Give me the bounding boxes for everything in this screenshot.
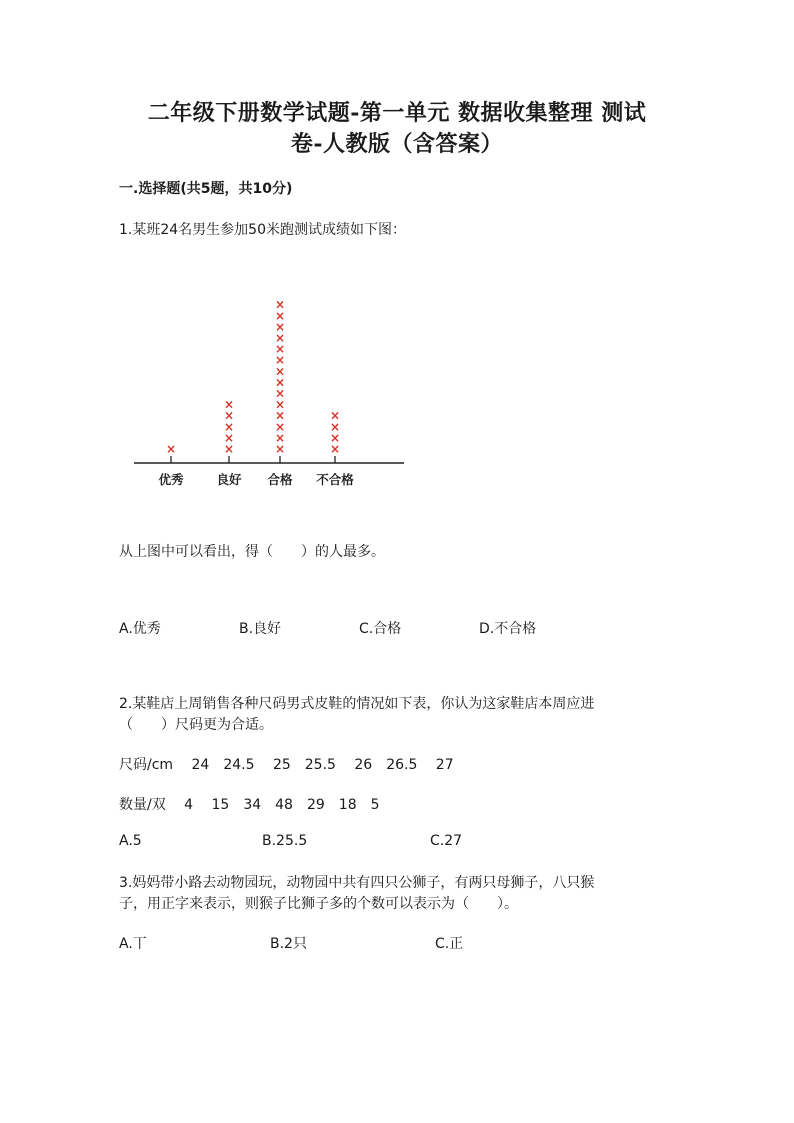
quantity-row: 数量/双 4 15 34 48 29 18 5 <box>119 797 380 813</box>
question-number: 1. <box>119 222 133 238</box>
option-d[interactable]: D.不合格 <box>479 621 537 637</box>
data-mark: × <box>329 442 341 456</box>
data-mark: × <box>274 353 286 368</box>
data-mark: × <box>223 442 235 456</box>
question-1-prompt: 从上图中可以看出，得（ ）的人最多。 <box>119 544 385 560</box>
option-c[interactable]: C.合格 <box>359 621 402 637</box>
line-plot-chart <box>0 0 794 520</box>
option-b[interactable]: B.2只 <box>270 936 307 952</box>
page-title-line-1: 二年级下册数学试题-第一单元 数据收集整理 测试 <box>147 100 647 126</box>
data-mark: × <box>223 430 235 445</box>
question-3-stem-line-2: 子，用正字来表示，则猴子比狮子多的个数可以表示为（ ）。 <box>119 896 518 912</box>
question-stem: 某班24名男生参加50米跑测试成绩如下图： <box>132 222 406 238</box>
data-mark: × <box>165 442 177 456</box>
data-mark: × <box>329 408 341 423</box>
question-number: 3. <box>119 875 133 891</box>
x-tick-label: 良好 <box>216 472 242 487</box>
data-mark: × <box>274 331 286 345</box>
x-tick-label: 合格 <box>267 472 293 487</box>
data-mark: × <box>274 408 286 423</box>
data-mark: × <box>274 397 286 412</box>
page-title-line-2: 卷-人教版（含答案） <box>290 131 504 157</box>
question-stem: 某鞋店上周销售各种尺码男式皮鞋的情况如下表，你认为这家鞋店本周应进 <box>132 696 595 712</box>
option-a[interactable]: A.5 <box>119 833 142 849</box>
data-mark: × <box>223 408 235 423</box>
data-mark: × <box>274 342 286 357</box>
data-mark: × <box>274 386 286 401</box>
data-mark: × <box>274 308 286 323</box>
option-b[interactable]: B.良好 <box>239 621 282 637</box>
data-mark: × <box>274 364 286 379</box>
data-mark: × <box>223 397 235 412</box>
question-stem: 妈妈带小路去动物园玩，动物园中共有四只公狮子，有两只母狮子，八只猴 <box>132 875 595 891</box>
question-2 <box>119 693 594 713</box>
question-2-stem-line-2: （ ）尺码更为合适。 <box>119 717 273 733</box>
data-mark: × <box>274 419 286 434</box>
x-tick-label: 不合格 <box>316 472 354 487</box>
data-mark: × <box>274 319 286 334</box>
data-mark: × <box>274 297 286 312</box>
section-heading: 一.选择题(共5题，共10分) <box>119 181 293 197</box>
option-c[interactable]: C.正 <box>435 936 464 952</box>
option-a[interactable]: A.丅 <box>119 936 147 952</box>
data-mark: × <box>223 419 235 434</box>
data-mark: × <box>274 430 286 445</box>
data-mark: × <box>329 430 341 445</box>
size-row: 尺码/cm 24 24.5 25 25.5 26 26.5 27 <box>119 757 454 773</box>
question-3 <box>119 872 594 892</box>
option-a[interactable]: A.优秀 <box>119 621 161 637</box>
option-b[interactable]: B.25.5 <box>262 833 308 849</box>
data-mark: × <box>274 375 286 390</box>
data-mark: × <box>329 419 341 434</box>
x-tick-label: 优秀 <box>158 472 184 487</box>
option-c[interactable]: C.27 <box>430 833 463 849</box>
question-number: 2. <box>119 696 133 712</box>
data-mark: × <box>274 442 286 456</box>
